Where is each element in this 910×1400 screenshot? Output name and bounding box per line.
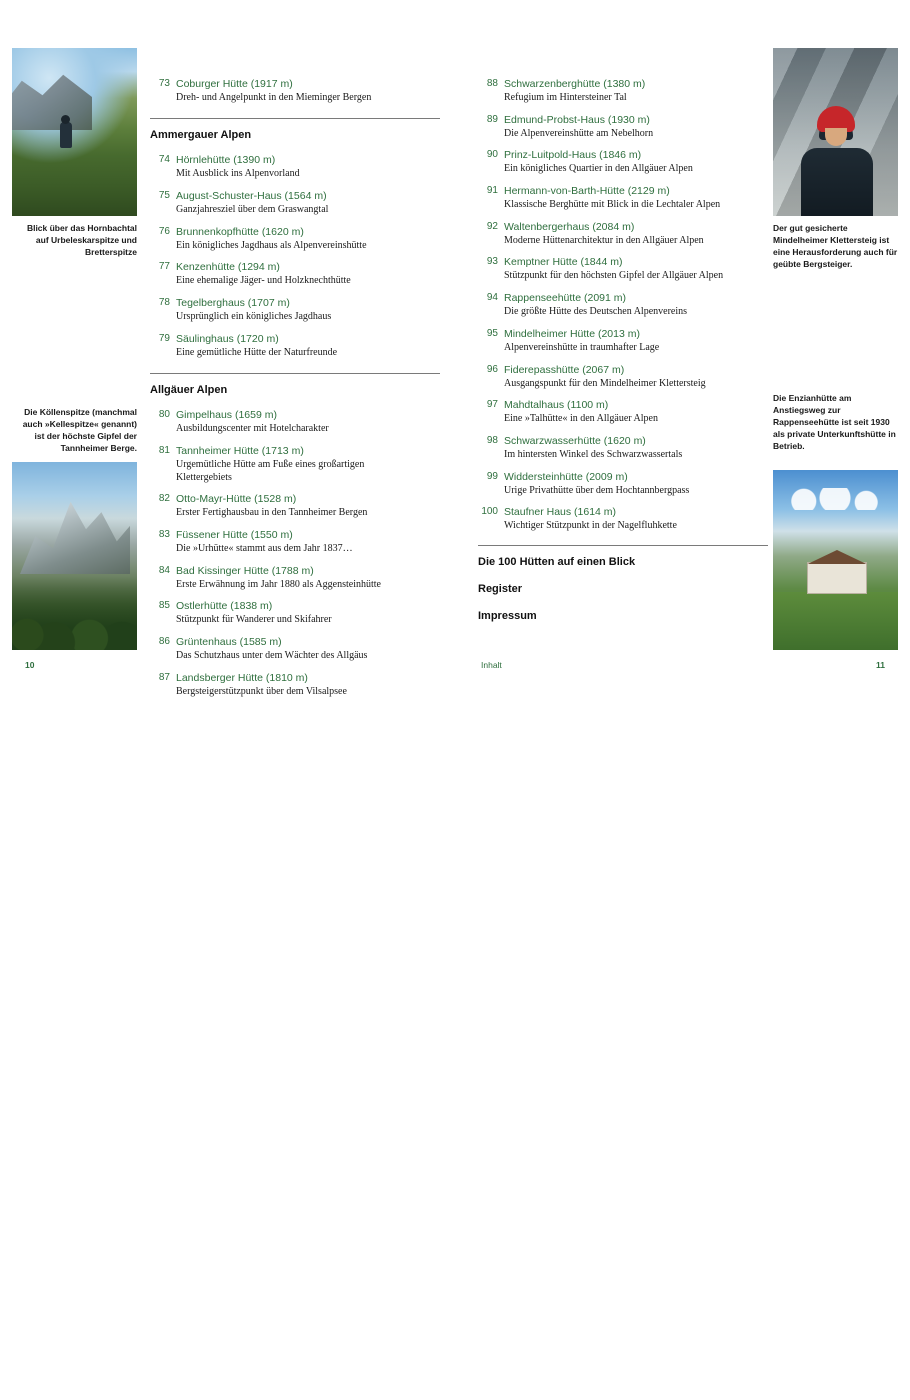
toc-entry-title[interactable]: Schwarzwasserhütte (1620 m)	[504, 434, 646, 447]
toc-entry-title[interactable]: Hörnlehütte (1390 m)	[176, 154, 276, 167]
toc-entry[interactable]	[478, 328, 768, 354]
toc-entry-subtitle: Refugium im Hintersteiner Tal	[504, 92, 627, 103]
toc-entry-subtitle: Alpenvereinshütte in traumhafter Lage	[504, 341, 660, 353]
toc-column-right	[478, 78, 768, 633]
toc-entry-title[interactable]: Schwarzenberghütte (1380 m)	[504, 78, 646, 90]
toc-entry-number: 81	[158, 444, 170, 456]
toc-entry-number: 88	[486, 78, 498, 89]
toc-entry-subtitle: Ausgangspunkt für den Mindelheimer Klettersteig	[504, 377, 706, 389]
toc-entry-number: 94	[486, 292, 498, 304]
folio-page-10: 10	[25, 660, 35, 670]
toc-entry[interactable]	[478, 471, 768, 497]
toc-entry-title[interactable]: Otto-Mayr-Hütte (1528 m)	[176, 493, 297, 506]
toc-entry-title[interactable]: Rappenseehütte (2091 m)	[504, 292, 626, 305]
toc-entry-title[interactable]: Staufner Haus (1614 m)	[504, 506, 617, 519]
toc-entry-title[interactable]: Mindelheimer Hütte (2013 m)	[504, 327, 640, 340]
toc-backmatter	[478, 545, 768, 624]
toc-entry-number: 73	[158, 78, 170, 89]
toc-entry-title[interactable]: Tegelberghaus (1707 m)	[176, 296, 290, 309]
toc-entry[interactable]	[478, 364, 768, 390]
toc-entry-subtitle: Bergsteigerstützpunkt über dem Vilsalpsee	[176, 685, 347, 697]
toc-entry-title[interactable]: Kemptner Hütte (1844 m)	[504, 256, 623, 269]
photo-hut-building	[807, 562, 867, 594]
toc-entry-subtitle: Klassische Berghütte mit Blick in die Lechtaler Alpen	[504, 199, 721, 211]
toc-entry-subtitle: Die Alpenvereinshütte am Nebelhorn	[504, 127, 654, 139]
toc-entry-title[interactable]: Waltenbergerhaus (2084 m)	[504, 220, 635, 233]
toc-entry-number: 86	[158, 636, 170, 648]
toc-entry-subtitle: Ein königliches Quartier in den Allgäuer Alpen	[504, 163, 693, 175]
toc-entry-number: 93	[486, 256, 498, 268]
photo-climber-jacket	[801, 148, 873, 216]
toc-section-title: Allgäuer Alpen	[150, 383, 228, 396]
toc-entry-title[interactable]: Hermann-von-Barth-Hütte (2129 m)	[504, 185, 670, 198]
toc-entry-number: 92	[486, 220, 498, 232]
toc-entry-title[interactable]: Ostlerhütte (1838 m)	[176, 600, 273, 613]
toc-entry[interactable]	[478, 78, 768, 104]
toc-entry-subtitle: Die »Urhütte« stammt aus dem Jahr 1837…	[176, 543, 353, 555]
toc-entry-title[interactable]: Coburger Hütte (1917 m)	[176, 78, 293, 90]
toc-entry-title[interactable]: Bad Kissinger Hütte (1788 m)	[176, 564, 314, 577]
toc-backmatter-page-number	[0, 606, 768, 1334]
toc-entry-number: 82	[158, 493, 170, 505]
toc-entry-title[interactable]: Kenzenhütte (1294 m)	[176, 261, 280, 274]
toc-entry-number: 95	[486, 327, 498, 339]
toc-entry-title[interactable]: Fiderepasshütte (2067 m)	[504, 363, 625, 376]
photo-mindelheimer-klettersteig	[773, 48, 898, 216]
toc-entry-title[interactable]: Landsberger Hütte (1810 m)	[176, 671, 308, 684]
toc-entry-subtitle: Urgemütliche Hütte am Fuße eines großartigen Klettergebiets	[176, 458, 365, 483]
photo-caption-enzianhuette: Die Enzianhütte am Anstiegsweg zur Rappenseehütte ist seit 1930 als private Unterkunftshütte in Betrieb.	[773, 393, 896, 452]
toc-entry[interactable]	[478, 435, 768, 461]
toc-entry-title[interactable]: Füssener Hütte (1550 m)	[176, 529, 293, 542]
toc-entry-title[interactable]: Widdersteinhütte (2009 m)	[504, 470, 628, 483]
toc-entry-number: 89	[486, 113, 498, 125]
toc-entry-title[interactable]: August-Schuster-Haus (1564 m)	[176, 189, 327, 202]
toc-entry-number: 83	[158, 529, 170, 541]
toc-entry-subtitle: Ausbildungscenter mit Hotelcharakter	[176, 422, 329, 434]
photo-caption-mindelheimer: Der gut gesicherte Mindelheimer Klettersteig ist eine Herausforderung auch für geübte Bergsteiger.	[773, 223, 898, 270]
toc-entry-number: 80	[158, 408, 170, 420]
photo-caption-hornbachtal: Blick über das Hornbachtal auf Urbeleskarspitze und Bretterspitze	[26, 223, 137, 258]
toc-entry-number: 84	[158, 564, 170, 576]
photo-clouds	[783, 488, 887, 510]
toc-entry-subtitle: Stützpunkt für Wanderer und Skifahrer	[176, 614, 332, 626]
toc-entry-title[interactable]: Gimpelhaus (1659 m)	[176, 408, 277, 421]
toc-backmatter-row[interactable]	[478, 579, 768, 597]
toc-entry-subtitle: Mit Ausblick ins Alpenvorland	[176, 168, 300, 180]
toc-entry-title[interactable]: Brunnenkopfhütte (1620 m)	[176, 225, 304, 238]
toc-entry-subtitle: Eine ehemalige Jäger- und Holzknechthütte	[176, 275, 351, 287]
toc-entry-number: 79	[158, 332, 170, 344]
toc-entry-subtitle: Ein königliches Jagdhaus als Alpenvereinshütte	[176, 239, 367, 251]
toc-entry-number: 85	[158, 600, 170, 612]
toc-entry-number: 91	[486, 185, 498, 197]
toc-entry-title[interactable]: Säulinghaus (1720 m)	[176, 332, 279, 345]
toc-entry-title[interactable]: Grüntenhaus (1585 m)	[176, 636, 282, 649]
toc-entry[interactable]	[478, 114, 768, 140]
toc-backmatter-row[interactable]	[478, 552, 768, 570]
toc-entry-subtitle: Erster Fertighausbau in den Tannheimer Bergen	[176, 507, 368, 519]
toc-entry-subtitle: Wichtiger Stützpunkt in der Nagelfluhkette	[504, 520, 677, 532]
toc-entry-number: 100	[481, 506, 498, 518]
toc-entry-subtitle: Im hintersten Winkel des Schwarzwassertals	[504, 448, 683, 460]
photo-meadow	[773, 592, 898, 650]
toc-entry-subtitle: Erste Erwähnung im Jahr 1880 als Aggensteinhütte	[176, 578, 381, 590]
toc-entry-title[interactable]: Prinz-Luitpold-Haus (1846 m)	[504, 149, 642, 162]
toc-entry-subtitle: Urige Privathütte über dem Hochtannbergpass	[504, 484, 690, 496]
photo-caption-koellenspitze: Die Köllenspitze (manchmal auch »Kellespitze« genannt) ist der höchste Gipfel der Tannheimer Berge.	[22, 407, 137, 454]
toc-entry-title[interactable]: Tannheimer Hütte (1713 m)	[176, 444, 304, 457]
photo-enzianhuette	[773, 470, 898, 650]
toc-entry-subtitle: Ganzjahresziel über dem Graswangtal	[176, 203, 329, 215]
folio-page-11: 11	[876, 660, 885, 670]
toc-backmatter-label[interactable]: Impressum	[478, 610, 537, 623]
toc-entry-number: 98	[486, 434, 498, 446]
toc-entry-number: 96	[486, 363, 498, 375]
toc-entry-subtitle: Das Schutzhaus unter dem Wächter des Allgäus	[176, 650, 368, 662]
toc-entry-subtitle: Dreh- und Angelpunkt in den Mieminger Bergen	[176, 92, 372, 103]
toc-backmatter-row[interactable]	[478, 606, 768, 624]
toc-entry-number: 99	[486, 470, 498, 482]
toc-entry-subtitle: Die größte Hütte des Deutschen Alpenvereins	[504, 306, 688, 318]
toc-entry[interactable]	[478, 256, 768, 282]
toc-section-title: Ammergauer Alpen	[150, 129, 252, 142]
toc-entry-number: 90	[486, 149, 498, 161]
toc-entry[interactable]	[478, 221, 768, 247]
toc-entry-number: 75	[158, 189, 170, 201]
toc-entry-number: 74	[158, 154, 170, 166]
toc-entry-number: 77	[158, 261, 170, 273]
toc-entry[interactable]	[478, 292, 768, 318]
toc-entry-number: 76	[158, 225, 170, 237]
toc-entry-subtitle: Stützpunkt für den höchsten Gipfel der Allgäuer Alpen	[504, 270, 724, 282]
toc-entry[interactable]	[478, 506, 768, 532]
toc-entry-subtitle: Eine »Talhütte« in den Allgäuer Alpen	[504, 413, 658, 425]
toc-entry-title[interactable]: Mahdtalhaus (1100 m)	[504, 399, 609, 412]
toc-entry-subtitle: Ursprünglich ein königliches Jagdhaus	[176, 310, 332, 322]
toc-entry-number: 97	[486, 399, 498, 411]
toc-backmatter-label[interactable]: Register	[478, 583, 523, 596]
toc-entry-number: 87	[158, 671, 170, 683]
toc-entry-subtitle: Moderne Hüttenarchitektur in den Allgäuer Alpen	[504, 234, 704, 246]
toc-entry[interactable]	[478, 399, 768, 425]
toc-entry[interactable]	[478, 185, 768, 211]
toc-entry-title[interactable]: Edmund-Probst-Haus (1930 m)	[504, 113, 650, 126]
toc-backmatter-label[interactable]: Die 100 Hütten auf einen Blick	[478, 556, 636, 569]
running-head-inhalt: Inhalt	[481, 660, 502, 670]
toc-entry-subtitle: Eine gemütliche Hütte der Naturfreunde	[176, 346, 338, 358]
toc-entry-number: 78	[158, 296, 170, 308]
toc-entry[interactable]	[478, 149, 768, 175]
